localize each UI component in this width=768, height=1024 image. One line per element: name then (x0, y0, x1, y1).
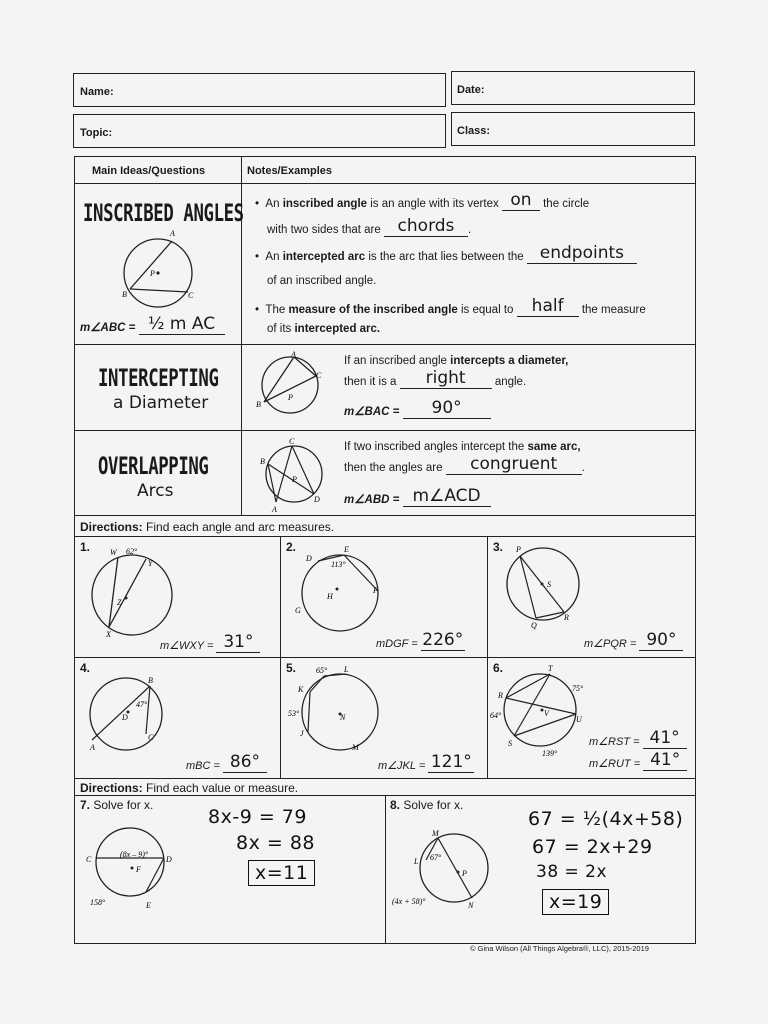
p5-blank (428, 752, 474, 773)
b3-d: the measure (578, 304, 646, 316)
overlapping-arcs-diagram (256, 436, 336, 514)
section2-line3 (344, 398, 491, 419)
s2-l3-blank (403, 398, 491, 419)
svg-text:158°: 158° (90, 898, 106, 907)
svg-text:D: D (314, 495, 320, 504)
svg-text:65°: 65° (316, 666, 328, 675)
section1-formula-blank (139, 314, 225, 335)
svg-text:67°: 67° (430, 853, 442, 862)
s2-blank (400, 368, 492, 389)
section2-title: INTERCEPTING (98, 364, 219, 392)
grid-mid (74, 657, 696, 658)
b2-d: of an inscribed angle. (267, 275, 377, 287)
b1-c: is an angle with its vertex (367, 198, 502, 210)
p4-blank (223, 752, 267, 773)
svg-text:D: D (166, 855, 172, 864)
section3-divider (74, 515, 696, 516)
svg-text:S: S (547, 580, 551, 589)
p2-label: mDGF = (376, 638, 418, 650)
b3-e: of its (267, 323, 295, 335)
s2-l3-label: m∠BAC = (344, 406, 400, 418)
svg-text:C: C (188, 291, 194, 300)
section3-line3 (344, 486, 491, 507)
date-box (451, 71, 695, 105)
svg-text:P: P (288, 393, 293, 402)
date-label: Date: (457, 84, 485, 96)
p6-answer-line2 (589, 750, 687, 771)
svg-text:A: A (272, 505, 277, 514)
p7-number: 7. (80, 798, 91, 812)
b2-blank (527, 243, 637, 264)
p4-answer-line (186, 752, 267, 773)
p6-answer-line1 (589, 728, 687, 749)
svg-text:E: E (146, 901, 151, 910)
svg-text:T: T (548, 664, 553, 673)
p1-number: 1. (80, 540, 91, 554)
p7-work-1: 8x-9 = 79 (208, 806, 307, 828)
directions1-text: Find each angle and arc measures. (146, 520, 335, 534)
svg-text:M: M (432, 829, 439, 838)
svg-text:47°: 47° (136, 700, 148, 709)
directions1 (80, 520, 334, 534)
p8-work-4: x=19 (542, 889, 609, 915)
svg-text:P: P (516, 545, 521, 554)
svg-text:53°: 53° (288, 709, 300, 718)
s2-l2b: angle. (491, 376, 527, 388)
section1-bullet2: • An intercepted arc is the arc that lies between the endpoints (255, 249, 637, 264)
p6-number: 6. (493, 661, 504, 675)
p4-diagram (84, 670, 174, 760)
svg-text:B: B (256, 400, 261, 409)
svg-text:U: U (576, 715, 582, 724)
s3-ans: congruent (470, 454, 558, 474)
directions1-label: Directions: (80, 520, 143, 534)
p6-label2: m∠RUT = (589, 758, 641, 770)
grid-col1 (280, 536, 281, 778)
svg-text:C: C (316, 371, 322, 380)
p5-answer-line (378, 752, 474, 773)
b1-d: the circle (539, 198, 590, 210)
svg-text:L: L (414, 857, 419, 866)
p3-diagram (498, 542, 588, 632)
svg-text:A: A (291, 350, 296, 359)
section1-title: INSCRIBED ANGLES (83, 199, 244, 227)
section1-formula (80, 314, 225, 335)
p6-answer: 41° (649, 728, 680, 748)
svg-text:Y: Y (148, 559, 153, 568)
p3-answer: 90° (646, 630, 677, 650)
section2-line2 (344, 368, 527, 389)
svg-text:Z: Z (117, 598, 122, 607)
section1-formula-answer: ½ m AC (148, 314, 216, 334)
section1-formula-label: m∠ABC = (80, 322, 136, 334)
s3-l1b: same arc, (527, 441, 581, 453)
svg-text:S: S (508, 739, 512, 748)
copyright: © Gina Wilson (All Things Algebra®, LLC), 2015-2019 (470, 944, 649, 953)
section2-divider (74, 430, 696, 431)
grid-bottom (74, 778, 696, 779)
intercepting-diameter-diagram (252, 350, 332, 420)
svg-text:N: N (468, 901, 474, 910)
section2-subtitle: a Diameter (113, 393, 209, 413)
p7-work-2: 8x = 88 (236, 832, 316, 854)
column-notes: Notes/Examples (247, 165, 332, 177)
column-header-divider (74, 183, 696, 184)
svg-text:75°: 75° (572, 684, 584, 693)
b3-f: intercepted arc. (294, 323, 381, 335)
s3-l3-blank (403, 486, 491, 507)
b2-ans: endpoints (539, 243, 624, 263)
b1-e: with two sides that are (267, 224, 384, 236)
p6-label: m∠RST = (589, 736, 640, 748)
p8-text: Solve for x. (403, 798, 464, 812)
svg-text:H: H (327, 592, 333, 601)
p6-diagram (490, 664, 590, 756)
p6-answer2: 41° (650, 750, 681, 770)
p6-blank (643, 728, 687, 749)
p1-diagram (84, 545, 184, 645)
s2-l1a: If an inscribed angle (344, 355, 451, 367)
svg-text:R: R (564, 613, 569, 622)
svg-text:D: D (122, 713, 128, 722)
section3-subtitle: Arcs (137, 481, 174, 501)
p1-blank (216, 632, 260, 653)
b1-ans: on (510, 190, 532, 210)
b3-a: The (265, 304, 289, 316)
p8-diagram (392, 824, 502, 914)
p1-answer-line (160, 632, 260, 653)
p4-label: mBC = (186, 760, 220, 772)
svg-text:(8x – 9)°: (8x – 9)° (120, 850, 149, 859)
s3-l3-ans: m∠ACD (412, 486, 481, 506)
column-main-ideas: Main Ideas/Questions (92, 165, 206, 177)
svg-text:L: L (344, 665, 349, 674)
name-box (73, 73, 446, 107)
section3-line1 (344, 440, 581, 454)
grid-col2 (487, 536, 488, 778)
p2-number: 2. (286, 540, 297, 554)
section1-bullet3: • The measure of the inscribed angle is equal to half the measure (255, 296, 646, 316)
b1-b: inscribed angle (282, 198, 368, 210)
directions2 (80, 781, 298, 795)
b3-ans: half (531, 296, 564, 316)
s2-l3-ans: 90° (431, 398, 462, 418)
svg-text:P: P (462, 869, 467, 878)
s2-ans: right (425, 368, 466, 388)
p6-blank2 (643, 750, 687, 771)
s3-l2a: then the angles are (344, 462, 446, 474)
p2-answer-line (376, 630, 465, 651)
p2-blank (421, 630, 465, 651)
p7-work-3: x=11 (248, 860, 315, 886)
svg-text:A: A (170, 229, 175, 238)
svg-text:64°: 64° (490, 711, 502, 720)
svg-text:F: F (136, 865, 141, 874)
b2-b: intercepted arc (282, 251, 366, 263)
svg-text:C: C (148, 733, 154, 742)
topic-box (73, 114, 446, 148)
p2-answer: 226° (422, 630, 464, 650)
p8-work-2: 67 = 2x+29 (532, 836, 653, 858)
svg-text:V: V (544, 709, 549, 718)
b1-a: An (265, 198, 283, 210)
section1-bullet3-line2 (267, 322, 380, 336)
svg-text:M: M (352, 743, 359, 752)
p7-diagram (82, 820, 182, 915)
grid-top (74, 536, 696, 537)
p5-diagram (286, 662, 386, 762)
section1-bullet1-line2: with two sides that are chords . (267, 216, 472, 236)
p2-diagram (290, 543, 390, 643)
name-label: Name: (80, 86, 114, 98)
directions2-label: Directions: (80, 781, 143, 795)
b1-blank2 (384, 216, 468, 237)
topic-label: Topic: (80, 127, 113, 139)
section3-title: OVERLAPPING (98, 452, 209, 480)
svg-text:K: K (298, 685, 304, 694)
b3-c: is equal to (457, 304, 517, 316)
p1-label: m∠WXY = (160, 640, 214, 652)
p5-answer: 121° (430, 752, 472, 772)
p8-prompt (390, 798, 463, 812)
class-box (451, 112, 695, 146)
svg-text:F: F (373, 586, 378, 595)
section1-bullet2-line2 (267, 274, 376, 288)
p4-number: 4. (80, 661, 91, 675)
section1-divider (74, 344, 696, 345)
b1-blank (502, 190, 540, 211)
section1-bullet1: • An inscribed angle is an angle with its vertex on the circle (255, 190, 590, 210)
s2-l2a: then it is a (344, 376, 400, 388)
svg-text:139°: 139° (542, 749, 558, 756)
p8-number: 8. (390, 798, 401, 812)
p7-prompt (80, 798, 153, 812)
svg-text:D: D (306, 554, 312, 563)
svg-text:Q: Q (531, 621, 537, 630)
p3-answer-line (584, 630, 683, 651)
svg-text:A: A (90, 743, 95, 752)
svg-text:B: B (148, 676, 153, 685)
svg-text:R: R (498, 691, 503, 700)
grid-solve-col (385, 795, 386, 944)
svg-text:B: B (260, 457, 265, 466)
p8-work-1: 67 = ½(4x+58) (528, 808, 684, 830)
p5-label: m∠JKL = (378, 760, 426, 772)
svg-text:W: W (110, 548, 117, 557)
svg-text:62°: 62° (126, 547, 138, 556)
svg-text:N: N (340, 713, 346, 722)
p4-answer: 86° (229, 752, 261, 772)
s2-l1b: intercepts a diameter, (450, 355, 569, 367)
b3-blank (517, 296, 579, 317)
b2-a: An (265, 251, 283, 263)
svg-text:X: X (106, 630, 111, 639)
directions2-text: Find each value or measure. (146, 781, 299, 795)
b1-ans2: chords (397, 216, 455, 236)
svg-text:113°: 113° (331, 560, 346, 569)
svg-text:J: J (300, 729, 304, 738)
inscribed-angle-diagram (110, 228, 210, 318)
svg-text:E: E (344, 545, 349, 554)
s3-l1a: If two inscribed angles intercept the (344, 441, 528, 453)
section3-line2: then the angles are congruent . (344, 454, 585, 474)
svg-text:B: B (122, 290, 127, 299)
svg-text:P: P (292, 475, 297, 484)
p3-blank (639, 630, 683, 651)
b3-b: measure of the inscribed angle (288, 304, 458, 316)
p7-text: Solve for x. (93, 798, 154, 812)
b2-c: is the arc that lies between the (365, 251, 527, 263)
svg-text:G: G (295, 606, 301, 615)
s3-l3-label: m∠ABD = (344, 494, 400, 506)
p8-work-3: 38 = 2x (536, 862, 608, 882)
svg-text:(4x + 58)°: (4x + 58)° (392, 897, 426, 906)
p5-number: 5. (286, 661, 297, 675)
svg-text:C: C (86, 855, 92, 864)
section2-line1 (344, 354, 568, 368)
p3-label: m∠PQR = (584, 638, 637, 650)
p3-number: 3. (493, 540, 504, 554)
svg-text:P: P (150, 269, 155, 278)
class-label: Class: (457, 125, 491, 137)
svg-text:C: C (289, 437, 295, 446)
p1-answer: 31° (223, 632, 254, 652)
